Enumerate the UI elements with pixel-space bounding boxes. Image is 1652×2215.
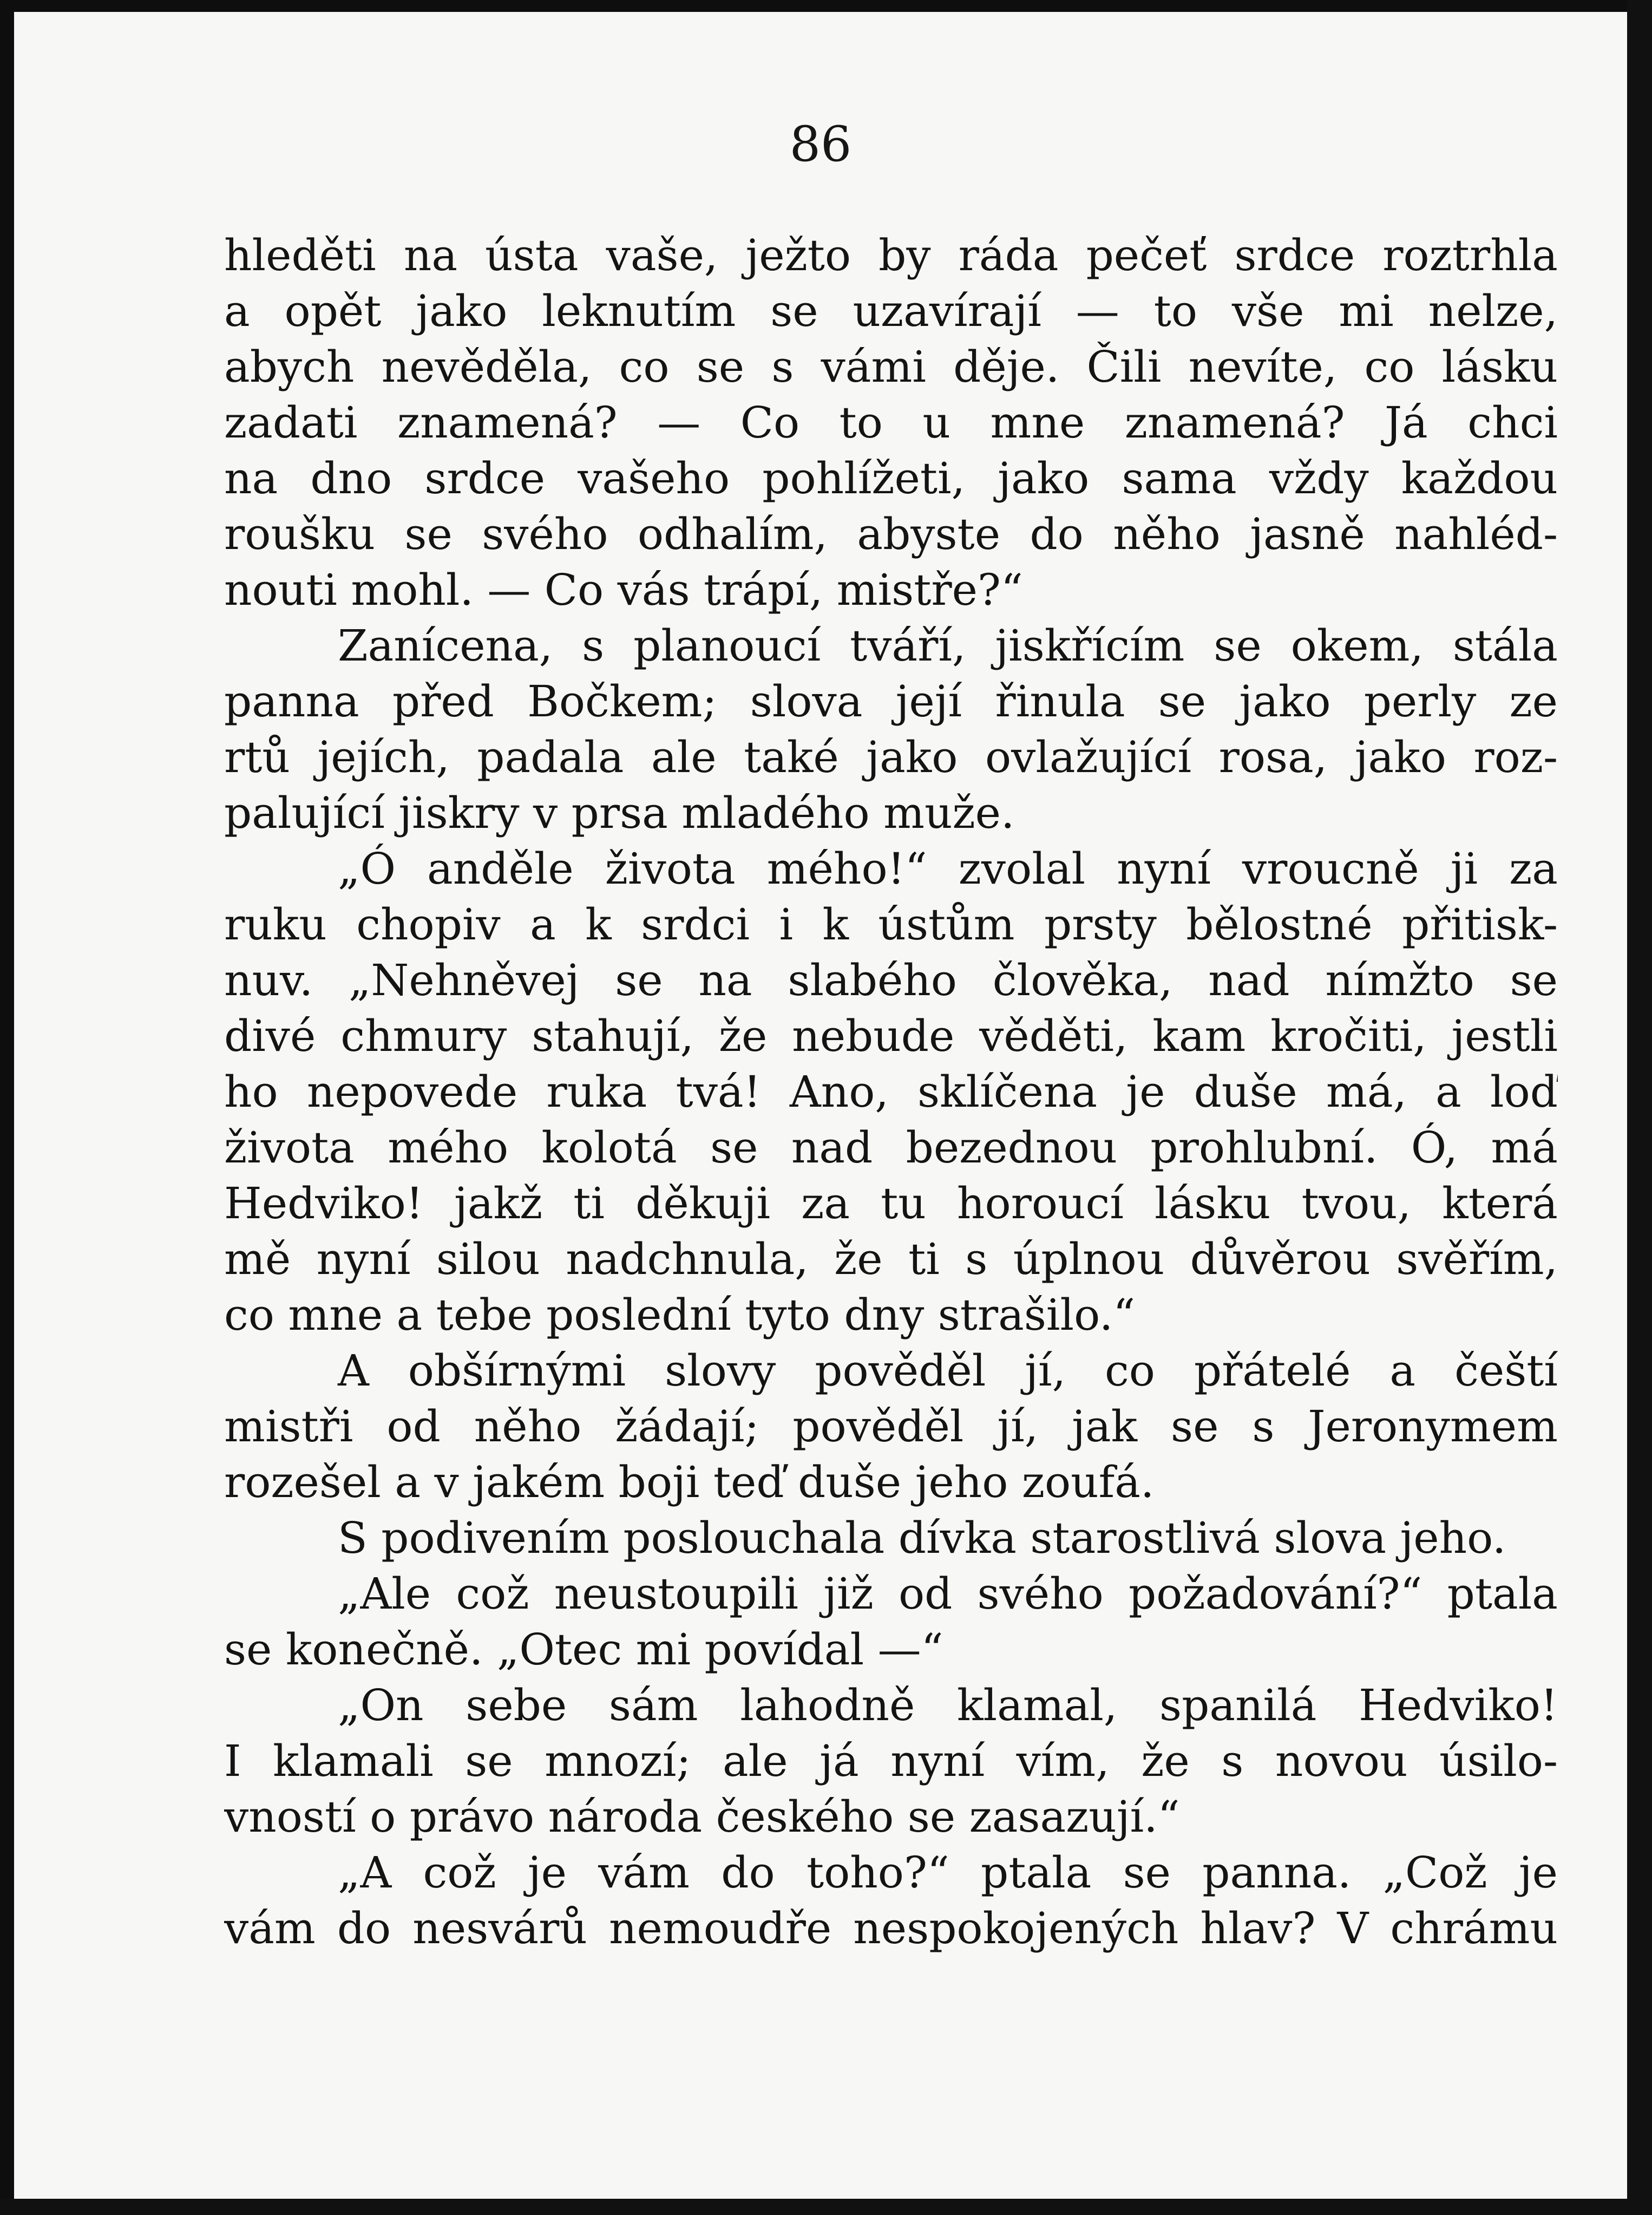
text-line: Zanícena, s planoucí tváří, jiskřícím se okem, stála <box>338 620 1558 671</box>
book-page <box>14 12 1627 2199</box>
text-line: života mého kolotá se nad bezednou prohlubní. Ó, má <box>224 1122 1558 1173</box>
text-line: mistři od něho žádají; pověděl jí, jak se s Jeronymem <box>224 1401 1558 1452</box>
text-line: rozešel a v jakém boji teď duše jeho zoufá. <box>224 1457 1155 1507</box>
text-line: rtů jejích, padala ale také jako ovlažující rosa, jako roz- <box>224 732 1558 782</box>
scan-border-right <box>1627 0 1652 2215</box>
paragraph <box>224 841 1558 1343</box>
text-line: divé chmury stahují, že nebude věděti, kam kročiti, jestli <box>224 1011 1558 1061</box>
text-line: a opět jako leknutím se uzavírají — to vše mi nelze, <box>224 286 1558 336</box>
body-text <box>224 227 1558 1956</box>
paragraph <box>224 1566 1558 1677</box>
text-line: panna před Bočkem; slova její řinula se jako perly ze <box>224 676 1558 727</box>
text-line: „On sebe sám lahodně klamal, spanilá Hedviko! <box>338 1680 1558 1730</box>
paragraph <box>224 618 1558 841</box>
paragraph <box>224 1845 1558 1956</box>
text-line: abych nevěděla, co se s vámi děje. Čili nevíte, co lásku <box>224 342 1558 392</box>
text-line: na dno srdce vašeho pohlížeti, jako sama vždy každou <box>224 453 1558 504</box>
text-line: Hedviko! jakž ti děkuji za tu horoucí lásku tvou, která <box>224 1178 1558 1229</box>
text-line: nuv. „Nehněvej se na slabého člověka, nad nímžto se <box>224 955 1558 1005</box>
page-number: 86 <box>789 116 852 173</box>
text-line: I klamali se mnozí; ale já nyní vím, že s novou úsilo- <box>224 1736 1558 1786</box>
text-line: „Ó anděle života mého!“ zvolal nyní vroucně ji za <box>338 844 1558 894</box>
text-line: palující jiskry v prsa mladého muže. <box>224 788 1015 838</box>
paragraph <box>224 227 1558 618</box>
text-line: „A což je vám do toho?“ ptala se panna. „Což je <box>338 1847 1558 1898</box>
text-line: ruku chopiv a k srdci i k ústům prsty bělostné přitisk- <box>224 899 1558 950</box>
paragraph <box>224 1343 1558 1510</box>
text-line: mě nyní silou nadchnula, že ti s úplnou důvěrou svěřím, <box>224 1234 1558 1284</box>
text-line: zadati znamená? — Co to u mne znamená? Já chci <box>224 397 1558 448</box>
text-line: co mne a tebe poslední tyto dny strašilo.“ <box>224 1290 1136 1340</box>
text-line: A obšírnými slovy pověděl jí, co přátelé a čeští <box>338 1345 1558 1396</box>
text-line: S podivením poslouchala dívka starostlivá slova jeho. <box>338 1513 1506 1563</box>
scan-border-bottom <box>0 2199 1652 2215</box>
paragraph <box>224 1677 1558 1845</box>
text-line: se konečně. „Otec mi povídal —“ <box>224 1624 943 1675</box>
text-line: ho nepovede ruka tvá! Ano, sklíčena je duše má, a loď <box>224 1067 1558 1117</box>
paragraph <box>224 1510 1558 1566</box>
text-line: roušku se svého odhalím, abyste do něho jasně nahléd- <box>224 509 1558 559</box>
text-line: vám do nesvárů nemoudře nespokojených hlav? V chrámu <box>224 1903 1558 1953</box>
text-line: nouti mohl. — Co vás trápí, mistře?“ <box>224 565 1023 615</box>
text-line: „Ale což neustoupili již od svého požadování?“ ptala <box>338 1569 1558 1619</box>
text-line: vností o právo národa českého se zasazují.“ <box>224 1792 1180 1842</box>
text-line: hleděti na ústa vaše, ježto by ráda pečeť srdce roztrhla <box>224 230 1558 280</box>
